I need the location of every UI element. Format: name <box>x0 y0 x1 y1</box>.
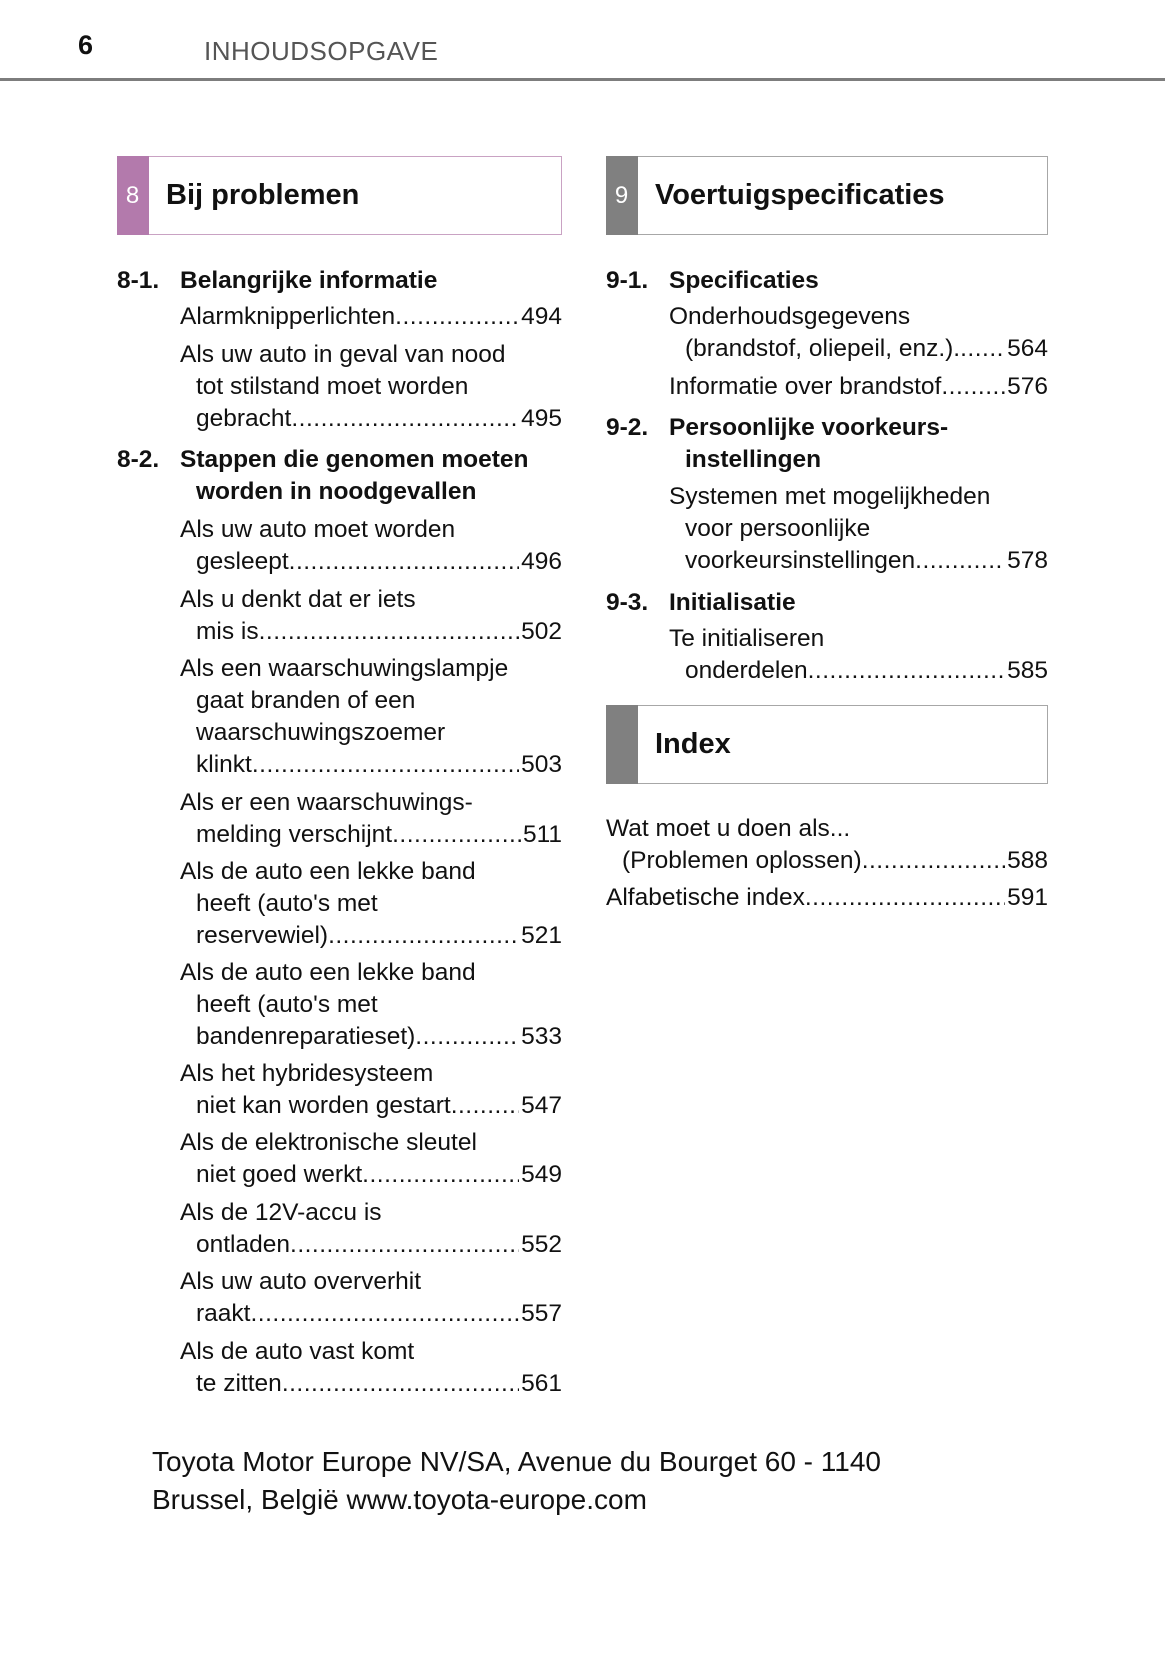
page-ref: 547 <box>521 1092 562 1119</box>
chapter-8-header[interactable] <box>117 156 562 235</box>
page-ref: 588 <box>1007 847 1048 874</box>
toc-entry[interactable]: Als een waarschuwingslampje gaat branden of een waarschuwingszoemer klinkt ..... 503 <box>180 653 562 781</box>
toc-entry[interactable]: Te initialiseren onderdelen ..... 585 <box>669 623 1048 687</box>
toc-entry[interactable]: Als er een waarschuwings- melding verschijnt ..... 511 <box>180 787 562 851</box>
section-title: Stappen die genomen moeten worden in noodgevallen <box>180 446 529 505</box>
section-title: Persoonlijke voorkeurs- instellingen <box>669 414 949 473</box>
chapter-9-title: Voertuigspecificaties <box>655 179 945 211</box>
section-number: 9-1. <box>606 267 649 294</box>
toc-entry[interactable]: Alarmknipperlichten ..... 494 <box>180 301 562 333</box>
toc-entry[interactable]: Als uw auto moet worden gesleept ..... 496 <box>180 514 562 578</box>
toc-entry[interactable]: Als het hybridesysteem niet kan worden gestart ..... 547 <box>180 1058 562 1122</box>
toc-entry[interactable]: Onderhoudsgegevens (brandstof, oliepeil, enz.). ..... 564 <box>669 301 1048 365</box>
page-ref: 561 <box>521 1370 562 1397</box>
section-title: Initialisatie <box>669 589 796 616</box>
footer-line-1: Toyota Motor Europe NV/SA, Avenue du Bourget 60 - 1140 <box>152 1446 881 1477</box>
chapter-8-tab: 8 <box>117 156 149 235</box>
toc-entry[interactable]: Als de auto een lekke band heeft (auto's met bandenreparatieset) ..... 533 <box>180 957 562 1053</box>
toc-entry[interactable]: Als u denkt dat er iets mis is ..... 502 <box>180 584 562 648</box>
toc-entry[interactable]: Als uw auto oververhit raakt ..... 557 <box>180 1266 562 1330</box>
index-title: Index <box>655 728 731 760</box>
page-ref: 564 <box>1007 335 1048 362</box>
chapter-9-header[interactable] <box>606 156 1048 235</box>
toc-entry[interactable]: Als uw auto in geval van nood tot stilstand moet worden gebracht ..... 495 <box>180 339 562 435</box>
index-tab <box>606 705 638 784</box>
chapter-8-title: Bij problemen <box>166 179 360 211</box>
page-ref: 511 <box>522 821 562 848</box>
toc-entry[interactable]: Systemen met mogelijkheden voor persoonlijke voorkeursinstellingen ..... 578 <box>669 481 1048 577</box>
section-title: Specificaties <box>669 267 819 294</box>
index-entry[interactable]: Wat moet u doen als... (Problemen oplossen) ..... 588 <box>606 813 1048 877</box>
page-ref: 521 <box>521 922 562 949</box>
publisher-footer <box>152 1443 1052 1519</box>
page-ref: 576 <box>1007 373 1048 400</box>
page-ref: 494 <box>521 303 562 330</box>
page-title: INHOUDSOPGAVE <box>204 36 439 66</box>
page-ref: 585 <box>1007 657 1048 684</box>
header-divider <box>0 78 1165 81</box>
page-ref: 552 <box>521 1231 562 1258</box>
section-title: Belangrijke informatie <box>180 267 438 294</box>
section-number: 8-2. <box>117 446 160 473</box>
section-number: 8-1. <box>117 267 160 294</box>
footer-line-2: Brussel, België www.toyota-europe.com <box>152 1484 647 1515</box>
toc-entry[interactable]: Informatie over brandstof ..... 576 <box>669 371 1048 403</box>
toc-entry[interactable]: Als de elektronische sleutel niet goed werkt ..... 549 <box>180 1127 562 1191</box>
chapter-9-tab: 9 <box>606 156 638 235</box>
page-ref: 533 <box>521 1023 562 1050</box>
index-entry[interactable]: Alfabetische index ..... 591 <box>606 882 1048 914</box>
toc-entry[interactable]: Als de auto vast komt te zitten ..... 561 <box>180 1336 562 1400</box>
page-ref: 591 <box>1007 884 1048 911</box>
page-ref: 495 <box>521 405 562 432</box>
page-ref: 496 <box>521 548 562 575</box>
toc-entry[interactable]: Als de auto een lekke band heeft (auto's met reservewiel) ..... 521 <box>180 856 562 952</box>
page-ref: 502 <box>521 618 562 645</box>
page-ref: 549 <box>521 1161 562 1188</box>
page-ref: 578 <box>1007 547 1048 574</box>
page-ref: 503 <box>521 751 562 778</box>
index-header[interactable] <box>606 705 1048 784</box>
page-number: 6 <box>78 30 94 60</box>
section-number: 9-3. <box>606 589 649 616</box>
page-ref: 557 <box>521 1300 562 1327</box>
section-number: 9-2. <box>606 414 649 441</box>
toc-entry[interactable]: Als de 12V-accu is ontladen ..... 552 <box>180 1197 562 1261</box>
